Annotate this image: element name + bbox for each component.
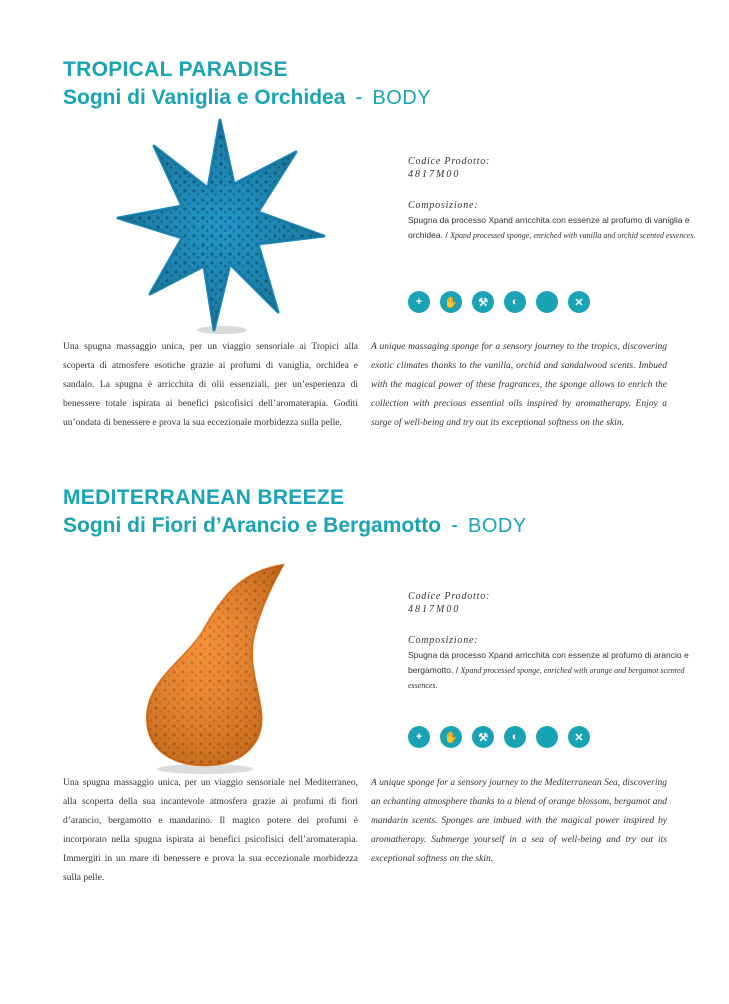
tool-icon: ⚒	[472, 291, 494, 313]
composition-en: Xpand processed sponge, enriched with orange and bergamot scented essences.	[408, 666, 685, 690]
product-category: BODY	[372, 87, 432, 109]
hand-icon: ✋	[440, 291, 462, 313]
x-icon: ✕	[568, 291, 590, 313]
code-label: Codice Prodotto:	[408, 591, 491, 602]
feature-icons	[408, 291, 590, 313]
description-en: A unique sponge for a sensory journey to the Mediterranean Sea, discovering an echanting atmosphere thanks to a blend of orange blossom, bergamot and mandarin scents. Sponges are imbued with the magical power inspired by aromatherapy. Submerge yourself in a sea of well-being and try out its exceptional softness on the skin.	[371, 778, 667, 864]
composition-it: Spugna da processo Xpand arricchita con essenze al profumo di arancio e bergamotto. /	[408, 650, 689, 675]
x-icon: ✕	[568, 726, 590, 748]
composition-label: Composizione:	[408, 635, 479, 646]
product-tropical-paradise	[0, 58, 729, 458]
plus-icon: +	[408, 726, 430, 748]
product-subtitle-text: Sogni di Fiori d’Arancio e Bergamotto	[63, 514, 442, 537]
product-code: 4817M00	[408, 604, 461, 615]
composition-en: Xpand processed sponge, enriched with vanilla and orchid scented essences.	[450, 231, 696, 240]
subtitle-separator: -	[451, 514, 459, 537]
product-title: MEDITERRANEAN BREEZE	[63, 486, 345, 509]
drop-icon: ◐	[504, 291, 526, 313]
product-mediterranean-breeze	[0, 486, 729, 896]
product-meta	[408, 591, 698, 693]
description-it: Una spugna massaggio unica, per un viaggio sensoriale ai Tropici alla scoperta di atmosfere esotiche grazie ai profumi di vaniglia, orchidea e sandalo. La spugna è arricchita di olii essenziali, per un’esperienza di benessere totale ispirata ai benefici psicofisici dell’aromaterapia. Goditi un’ondata di benessere e prova la sua eccezionale morbidezza sulla pelle.	[63, 342, 358, 428]
subtitle-separator: -	[355, 86, 363, 109]
plus-icon: +	[408, 291, 430, 313]
drop-sponge-photo	[135, 561, 285, 776]
composition-text	[408, 213, 698, 243]
drop-icon: ◐	[504, 726, 526, 748]
code-label: Codice Prodotto:	[408, 156, 491, 167]
composition-text	[408, 648, 698, 693]
star-sponge-photo	[110, 116, 330, 336]
tool-icon: ⚒	[472, 726, 494, 748]
product-title: TROPICAL PARADISE	[63, 58, 288, 81]
feature-icons	[408, 726, 590, 748]
composition-it: Spugna da processo Xpand arricchita con essenze al profumo di vaniglia e orchidea. /	[408, 215, 690, 240]
product-subtitle	[63, 514, 527, 538]
description-it: Una spugna massaggio unica, per un viaggio sensoriale nel Mediterraneo, alla scoperta della sua incantevole atmosfera grazie ai profumi di fiori d’arancio, bergamotto e mandarino. Il magico potere dei profumi è incorporato nella spugna ispirata ai benefici psicofisici dell’aromaterapia. Immergiti in un mare di benessere e prova la sua eccezionale morbidezza sulla pelle.	[63, 778, 358, 883]
product-meta	[408, 156, 698, 243]
description-en: A unique massaging sponge for a sensory journey to the tropics, discovering exotic climates thanks to the vanilla, orchid and sandalwood scents. Imbued with the magical power of these fragrances, the sponge allows to enrich the collection with precious essential oils inspired by aromatherapy. Enjoy a surge of well-being and try out its exceptional softness on the skin.	[371, 342, 667, 428]
hand-icon: ✋	[440, 726, 462, 748]
blank-icon	[536, 291, 558, 313]
product-subtitle-text: Sogni di Vaniglia e Orchidea	[63, 86, 346, 109]
blank-icon	[536, 726, 558, 748]
product-subtitle	[63, 86, 431, 110]
product-code: 4817M00	[408, 169, 461, 180]
composition-label: Composizione:	[408, 200, 479, 211]
product-category: BODY	[468, 515, 527, 537]
